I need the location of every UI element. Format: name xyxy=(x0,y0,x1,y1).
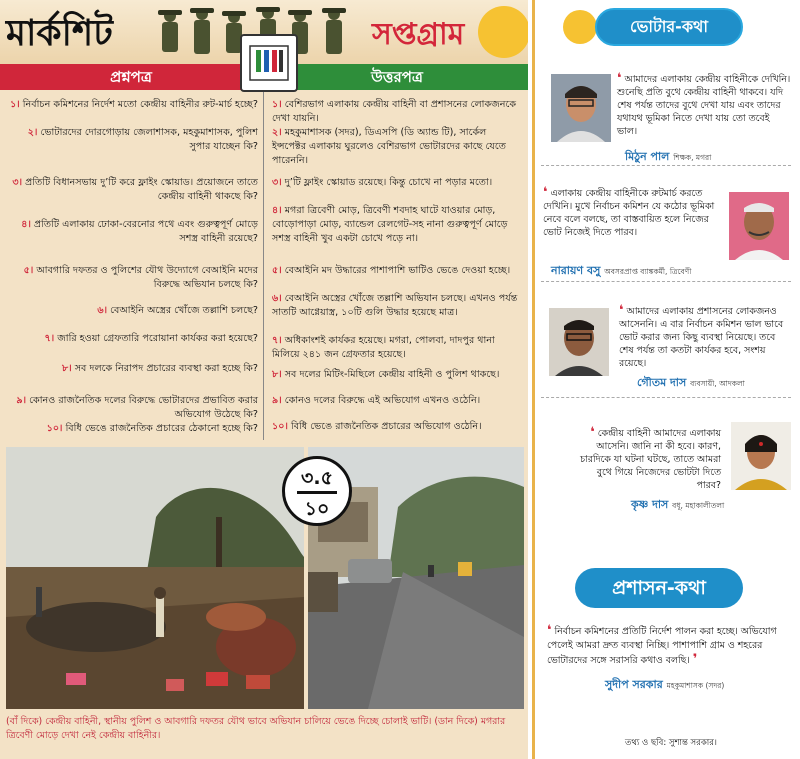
admin-heading: প্রশাসন-কথা xyxy=(575,568,743,608)
questions-column xyxy=(0,92,264,440)
question-item: ৩। প্রতিটি বিধানসভায় দু’টি করে ফ্লাইং স্কোয়াড। প্রয়োজনে তাতে কেন্দ্রীয় বাহিনী থাকছে কি? xyxy=(12,177,258,202)
photo-credit: তথ্য ও ছবি: সুশান্ত সরকার। xyxy=(625,738,717,748)
answer-item: ৮। সব দলের মিটিং-মিছিলে কেন্দ্রীয় বাহিনী ও পুলিশ থাকছে। xyxy=(272,369,500,380)
admin-quote: নির্বাচন কমিশনের প্রতিটি নির্দেশ পালন করা হচ্ছে। অভিযোগ পেলেই আমরা দ্রুত ব্যবস্থা নিচ্ছি। পাশাপাশি গ্রাম ও শহরের ভোটারদের সঙ্গে সরাসরি কথাও বলছি। xyxy=(547,626,777,666)
voter-card: ❛ আমাদের এলাকায় প্রশাসনের লোকজনও আসেননি। এ বার নির্বাচন কমিশন ভাল ভাবে ভোট করার জন্য কিছু ব্যবস্থা নিয়েছে। তবে শেষ পর্যন্ত তা কতটা কার্যকর হবে, সংশয় রয়েছে। গৌতম দাস ব্যবসায়ী, আদকলা xyxy=(541,298,791,398)
voter-name: গৌতম দাস xyxy=(637,376,687,389)
answer-item: ১০। বিধি ভেঙে রাজনৈতিক প্রচারের অভিযোগ ওঠেনি। xyxy=(272,421,482,432)
voter-card: ❛ আমাদের এলাকায় কেন্দ্রীয় বাহিনীকে দেখিনি। শুনেছি প্রতি বুথে কেন্দ্রীয় বাহিনী থাকবে। যদি শেষ পর্যন্ত তাদের বুথে দেখা যায় এবং তাদের যথাযথ ভূমিকা নিতে দেখা যায় তো তবেই ভাল। মিঠুন পাল শিক্ষক, মগরা xyxy=(541,68,791,166)
voter-name: কৃষ্ণ দাস xyxy=(631,498,669,511)
voter-card: ❛ এলাকায় কেন্দ্রীয় বাহিনীকে রুটমার্চ করতে দেখিনি। মুখে নির্বাচন কমিশন যে কঠোর ভূমিকা নেবে বলে বলছে, তা বাস্তবায়িত হলে নিজের ভোট নিজেই দিতে পারব। নারায়ণ বসু অবসরপ্রাপ্ত ব্যাঙ্ককর্মী, ত্রিবেণী xyxy=(541,182,791,282)
answer-item: ৪। মগরা ত্রিবেণী মোড়, ত্রিবেণী শবদাহ ঘাটে যাওয়ার মোড়, বোড়োপাড়া মোড়, ব্যান্ডেল রেলগেট-সহ নানা গুরুত্বপূর্ণ মোড়ে সশস্ত্র বাহিনী খুব একটা চোখে পড়ে না। xyxy=(272,205,508,244)
question-paper-header: প্রশ্নপত্র xyxy=(0,64,262,90)
raid-photo xyxy=(6,447,304,709)
avatar xyxy=(551,74,611,142)
score-fraction-bar xyxy=(297,491,337,494)
question-item: ১। নির্বাচন কমিশনের নির্দেশ মতো কেন্দ্রীয় বাহিনীর রুট-মার্চ হচ্ছে? xyxy=(10,99,258,110)
answer-item: ৭। অধিকাংশই কার্যকর হয়েছে। মগরা, পোলবা, দাদপুর থানা মিলিয়ে ২৪১ জন গ্রেফতার হয়েছে। xyxy=(272,335,495,360)
question-item: ২। ভোটারদের দোরগোড়ায় জেলাশাসক, মহকুমাশাসক, পুলিশ সুপার যাচ্ছেন কি? xyxy=(27,127,258,152)
voter-logo-icon xyxy=(563,10,597,44)
answer-item: ৬। বেআইনি অস্ত্রের খোঁজে তল্লাশি অভিযান চলছে। এখনও পর্যন্ত সাতটি আগ্নেয়াস্ত্র, ১০টি গুলি উদ্ধার হয়েছে মাত্র। xyxy=(272,293,518,318)
sidebar: ভোটার-কথা ❛ আমাদের এলাকায় কেন্দ্রীয় বাহিনীকে দেখিনি। শুনেছি প্রতি বুথে কেন্দ্রীয় বাহিনী থাকবে। যদি শেষ পর্যন্ত তাদের বুথে দেখা যায় এবং তাদের যথাযথ ভূমিকা নিতে দেখা যায় তো তবেই ভাল। মিঠুন পাল শিক্ষক, মগরা ❛ এলাকায় কেন্দ্রীয় বাহিনীকে রুটমার্চ করতে দেখিনি। মুখে নির্বাচন কমিশন যে কঠোর ভূমিকা নেবে বলে বলছে, তা বাস্তবায়িত হলে নিজের ভোট নিজেই দিতে পারব। নারায়ণ বসু অবসরপ্রাপ্ত ব্যাঙ্ককর্মী, ত্রিবেণী ❛ আমাদের এলাকায় প্রশাসনের লোকজনও আসেননি। এ বার নির্বাচন কমিশন ভাল ভাবে ভোট করার জন্য কিছু ব্যবস্থা নিয়েছে। তবে শেষ পর্যন্ত তা কতটা কার্যকর হবে, সংশয় রয়েছে। গৌতম দাস ব্যবসায়ী, আদকলা ❛ কেন্দ্রীয় বাহিনী আমাদের এলাকায় আসেনি। জানি না কী হবে। কারণ, চারদিকে যা ঘটনা ঘটছে, তাতে আমরা বুথে গিয়ে নিজেদের ভোটটা দিতে পারব? কৃষ্ণ দাস বধূ, মহাকালীতলা প্রশাসন-কথা ❛ নির্বাচন কমিশনের প্রতিটি নির্দেশ পালন করা হচ্ছে। অভিযোগ পেলেই আমরা দ্রুত ব্যবস্থা নিচ্ছি। পাশাপাশি গ্রাম ও শহরের ভোটারদের সঙ্গে সরাসরি কথাও বলছি। ❜ সুদীপ সরকার মহকুমাশাসক (সদর) তথ্য ও ছবি: সুশান্ত সরকার। xyxy=(532,0,800,759)
banner-title-right: সপ্তগ্রাম xyxy=(372,17,465,52)
voter-quote: আমাদের এলাকায় কেন্দ্রীয় বাহিনীকে দেখিনি। শুনেছি প্রতি বুথে কেন্দ্রীয় বাহিনী থাকবে। যদি শেষ পর্যন্ত তাদের বুথে দেখা যায় এবং তাদের যথাযথ ভূমিকা নিতে দেখা যায় তো তবেই ভাল। xyxy=(617,74,791,137)
answer-item: ৩। দু’টি ফ্লাইং স্কোয়াড রয়েছে। কিন্তু চোখে না পড়ার মতো। xyxy=(272,177,493,188)
score-value: ৩.৫ xyxy=(301,467,333,489)
election-commission-emblem-icon xyxy=(240,34,298,92)
photo-caption: (বাঁ দিকে) কেন্দ্রীয় বাহিনী, স্থানীয় পুলিশ ও আবগারি দফতর যৌথ ভাবে অভিযান চালিয়ে ভেঙে দিচ্ছে চোলাই ভাটি। (ডান দিকে) মগরার ত্রিবেণী মোড়ে দেখা নেই কেন্দ্রীয় বাহিনীর। xyxy=(6,716,506,741)
question-item: ৮। সব দলকে নিরাপদ প্রচারের ব্যবস্থা করা হচ্ছে কি? xyxy=(61,363,258,374)
voter-quote: কেন্দ্রীয় বাহিনী আমাদের এলাকায় আসেনি। জানি না কী হবে। কারণ, চারদিকে যা ঘটনা ঘটছে, তাতে আমরা বুথে গিয়ে নিজেদের ভোটটা দিতে পারব? xyxy=(580,428,721,491)
admin-role: মহকুমাশাসক (সদর) xyxy=(666,681,725,690)
chart-logo-icon xyxy=(478,6,528,58)
voter-quote: আমাদের এলাকায় প্রশাসনের লোকজনও আসেননি। এ বার নির্বাচন কমিশন ভাল ভাবে ভোট করার জন্য কিছু ব্যবস্থা নিয়েছে। তবে শেষ পর্যন্ত তা কতটা কার্যকর হবে, সংশয় রয়েছে। xyxy=(619,306,784,369)
score-badge xyxy=(282,456,352,526)
voter-role: বধূ, মহাকালীতলা xyxy=(672,501,725,510)
voter-role: শিক্ষক, মগরা xyxy=(673,153,712,162)
question-item: ৯। কোনও রাজনৈতিক দলের বিরুদ্ধে ভোটারদের প্রভাবিত করার অভিযোগ উঠেছে কি? xyxy=(16,395,258,420)
answer-item: ৫। বেআইনি মদ উদ্ধারের পাশাপাশি ভাটিও ভেঙে দেওয়া হচ্ছে। xyxy=(272,265,511,276)
photos xyxy=(6,447,524,709)
avatar xyxy=(729,192,789,260)
answer-item: ৯। কোনও দলের বিরুদ্ধে এই অভিযোগ এখনও ওঠেনি। xyxy=(272,395,481,406)
voter-role: ব্যবসায়ী, আদকলা xyxy=(690,379,745,388)
answer-item: ১। বেশিরভাগ এলাকায় কেন্দ্রীয় বাহিনী বা প্রশাসনের লোকজনকে দেখা যায়নি। xyxy=(272,99,517,124)
answer-item: ২। মহকুমাশাসক (সদর), ডিএসপি (ডি অ্যান্ড টি), সার্কেল ইন্সপেক্টর এলাকায় ঘুরলেও বেশিরভাগ ভোটারদের কাছে যেতে পারেননি। xyxy=(272,127,506,166)
question-item: ৫। আবগারি দফতর ও পুলিশের যৌথ উদ্যোগে বেআইনি মদের বিরুদ্ধে অভিযান চলছে কি? xyxy=(23,265,258,290)
avatar xyxy=(549,308,609,376)
voter-name: মিঠুন পাল xyxy=(625,150,670,163)
question-item: ১০। বিধি ভেঙে রাজনৈতিক প্রচারের ঠেকানো হচ্ছে কি? xyxy=(46,423,258,434)
score-total: ১০ xyxy=(304,498,330,520)
question-item: ৭। জারি হওয়া গ্রেফতারি পরোয়ানা কার্যকর করা হয়েছে? xyxy=(44,333,258,344)
voter-quote: এলাকায় কেন্দ্রীয় বাহিনীকে রুটমার্চ করতে দেখিনি। মুখে নির্বাচন কমিশন যে কঠোর ভূমিকা নেবে বলে বলছে, তা বাস্তবায়িত হলে নিজের ভোট নিজেই দিতে পারব। xyxy=(543,188,715,238)
qa-area xyxy=(0,92,528,440)
admin-name: সুদীপ সরকার xyxy=(605,678,663,691)
question-item: ৬। বেআইনি অস্ত্রের খোঁজে তল্লাশি চলছে? xyxy=(97,305,258,316)
banner-title-left: মার্কশিট xyxy=(6,13,113,54)
voter-role: অবসরপ্রাপ্ত ব্যাঙ্ককর্মী, ত্রিবেণী xyxy=(604,267,692,276)
answer-paper-header: উত্তরপত্র xyxy=(266,64,528,90)
voter-card: ❛ কেন্দ্রীয় বাহিনী আমাদের এলাকায় আসেনি। জানি না কী হবে। কারণ, চারদিকে যা ঘটনা ঘটছে, তাতে আমরা বুথে গিয়ে নিজেদের ভোটটা দিতে পারব? কৃষ্ণ দাস বধূ, মহাকালীতলা xyxy=(541,414,791,510)
voter-heading: ভোটার-কথা xyxy=(595,8,743,46)
avatar xyxy=(731,422,791,490)
voter-name: নারায়ণ বসু xyxy=(551,264,601,277)
answers-column xyxy=(266,92,528,440)
question-item: ৪। প্রতিটি এলাকায় ঢোকা-বেরনোর পথে এবং গুরুত্বপূর্ণ মোড়ে সশস্ত্র বাহিনী রয়েছে? xyxy=(21,219,258,244)
